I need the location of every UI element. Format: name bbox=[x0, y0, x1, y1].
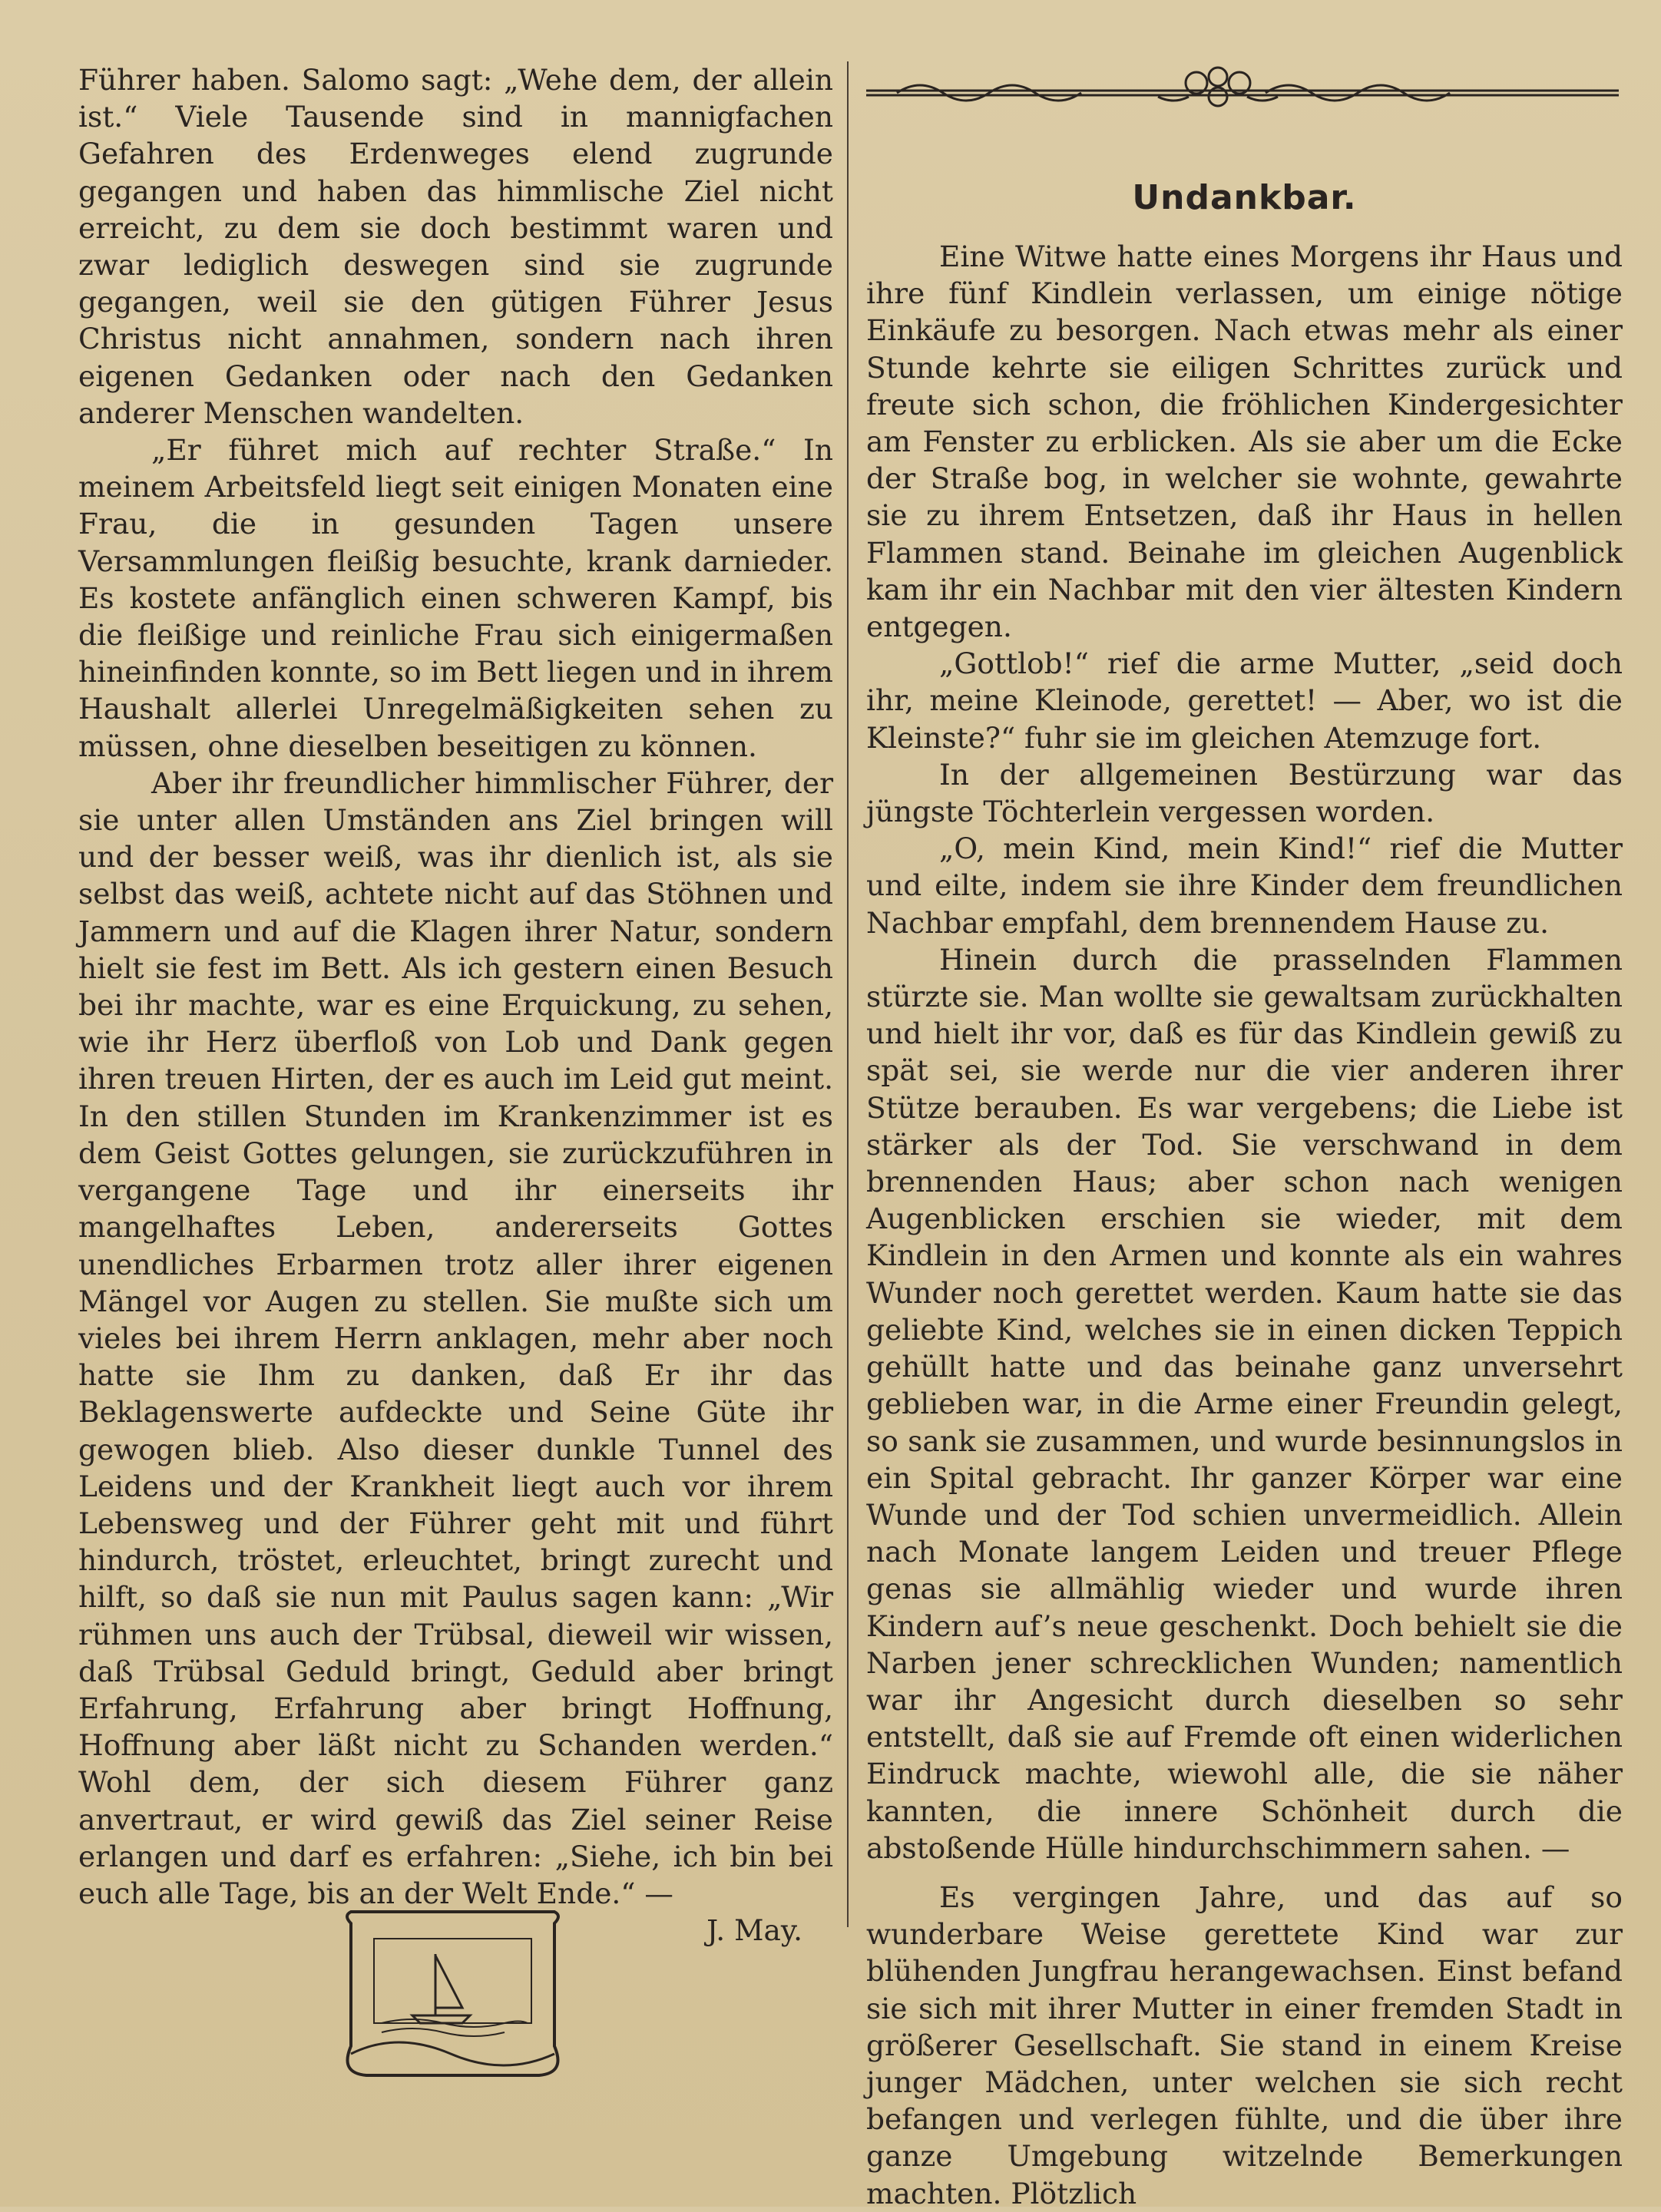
right-paragraph-5: Hinein durch die prasselnden Flammen stürzte sie. Man wollte sie gewaltsam zurückhalten und hielt ihr vor, daß es für das Kindlein gewiß zu spät sei, sie werde nur die vier anderen ihrer Stütze berauben. Es war vergebens; die Liebe ist stärker als der Tod. Sie verschwand in dem brennenden Haus; aber schon nach wenigen Augenblicken erschien sie wieder, mit dem Kindlein in den Armen und konnte als ein wahres Wunder noch gerettet werden. Kaum hatte sie das geliebte Kind, welches sie in einen dicken Teppich gehüllt hatte und das beinahe ganz unversehrt geblieben war, in die Arme einer Freundin gelegt, so sank sie zusammen, und wurde besinnungslos in ein Spital gebracht. Ihr ganzer Körper war eine Wunde und der Tod schien unvermeidlich. Allein nach Monate langem Leiden und treuer Pflege genas sie allmählig wieder und wurde ihren Kindern auf’s neue geschenkt. Doch behielt sie die Narben jener schrecklichen Wunden; namentlich war ihr Angesicht durch dieselben so sehr entstellt, daß sie auf Fremde oft einen widerlichen Eindruck machte, wiewohl alle, die sie näher kannten, die innere Schönheit durch die abstoßende Hülle hindurchschimmern sahen. — bbox=[866, 942, 1623, 1865]
left-paragraph-3-text: Aber ihr freundlicher himmlischer Führer, der sie unter allen Umständen ans Ziel bringen will und der besser weiß, was ihr dienlich ist, als sie selbst das weiß, achtete nicht auf das Stöhnen und Jammern und auf die Klagen ihrer Natur, sondern hielt sie fest im Bett. Als ich gestern einen Besuch bei ihr machte, war es eine Erquickung, zu sehen, wie ihr Herz überfloß von Lob und Dank gegen ihren treuen Hirten, der es auch im Leid gut meint. In den stillen Stunden im Krankenzimmer ist es dem Geist Gottes gelungen, sie zurückzuführen in vergangene Tage und ihr einerseits ihr mangelhaftes Leben, andererseits Gottes unendliches Erbarmen trotz aller ihrer eigenen Mängel vor Augen zu stellen. Sie mußte sich um vieles bei ihrem Herrn anklagen, mehr aber noch hatte sie Ihm zu danken, daß Er ihr das Beklagenswerte aufdeckte und Seine Güte ihr gewogen blieb. Also dieser dunkle Tunnel des Leidens und der Krankheit liegt auch vor ihrem Lebensweg und der Führer geht mit und führt hindurch, tröstet, erleuchtet, bringt zurecht und hilft, so daß sie nun mit Paulus sagen kann: „Wir rühmen uns auch der Trübsal, dieweil wir wissen, daß Trübsal Geduld bringt, Geduld aber bringt Erfahrung, Erfahrung aber bringt Hoffnung, Hoffnung aber läßt nicht zu Schanden werden.“ Wohl dem, der sich diesem Führer ganz anvertraut, er wird gewiß das Ziel seiner Reise erlangen und darf es erfahren: „Siehe, ich bin bei euch alle Tage, bis an der Welt Ende.“ — bbox=[78, 765, 833, 1910]
left-paragraph-3 bbox=[78, 765, 833, 1948]
article-title: Undankbar. bbox=[1132, 178, 1357, 217]
right-paragraph-1: Eine Witwe hatte eines Morgens ihr Haus und ihre fünf Kindlein verlassen, um einige nötige Einkäufe zu besorgen. Nach etwas mehr als einer Stunde kehrte sie eiligen Schrittes zurück und freute sich schon, die fröhlichen Kindergesichter am Fenster zu erblicken. Als sie aber um die Ecke der Straße bog, in welcher sie wohnte, gewahrte sie zu ihrem Entsetzen, daß ihr Haus in hellen Flammen stand. Beinahe im gleichen Augenblick kam ihr ein Nachbar mit den vier ältesten Kindern entgegen. bbox=[866, 240, 1623, 644]
left-column bbox=[78, 61, 833, 1949]
column-divider bbox=[847, 61, 849, 1927]
left-paragraph-1: Führer haben. Salomo sagt: „Wehe dem, der allein ist.“ Viele Tausende sind in mannigfachen Gefahren des Erdenweges elend zugrunde gegangen und haben das himmlische Ziel nicht erreicht, zu dem sie doch bestimmt waren und zwar lediglich deswegen sind sie zugrunde gegangen, weil sie den gütigen Führer Jesus Christus nicht annahmen, sondern nach ihren eigenen Gedanken oder nach den Gedanken anderer Menschen wandelten. bbox=[78, 63, 833, 430]
sailboat-vignette-icon bbox=[336, 1908, 570, 2081]
paragraph-gap bbox=[866, 1866, 1623, 1879]
left-paragraph-2: „Er führet mich auf rechter Straße.“ In meinem Arbeitsfeld liegt seit einigen Monaten eine Frau, die in gesunden Tagen unsere Versammlungen fleißig besuchte, krank darnieder. Es kostete anfänglich einen schweren Kampf, bis die fleißige und reinliche Frau sich einigermaßen hineinfinden konnte, so im Bett liegen und in ihrem Haushalt allerlei Unregelmäßigkeiten sehen zu müssen, ohne dieselben beseitigen zu können. bbox=[78, 433, 833, 763]
floral-divider-icon bbox=[866, 60, 1623, 129]
right-paragraph-4: „O, mein Kind, mein Kind!“ rief die Mutter und eilte, indem sie ihre Kinder dem freundlichen Nachbar empfahl, dem brennendem Hause zu. bbox=[866, 832, 1623, 940]
right-paragraph-6: Es vergingen Jahre, und das auf so wunderbare Weise gerettete Kind war zur blühenden Jungfrau herangewachsen. Einst befand sie sich mit ihrer Mutter in einer fremden Stadt in größerer Gesellschaft. Sie stand in einem Kreise junger Mädchen, unter welchen sie sich recht befangen und verlegen fühlte, und die über ihre ganze Umgebung witzelnde Bemerkungen machten. Plötzlich bbox=[866, 1880, 1623, 2210]
signature: J. May. bbox=[706, 1913, 802, 1948]
right-column bbox=[866, 238, 1623, 2212]
right-paragraph-3: In der allgemeinen Bestürzung war das jüngste Töchterlein vergessen worden. bbox=[866, 757, 1623, 829]
right-paragraph-2: „Gottlob!“ rief die arme Mutter, „seid doch ihr, meine Kleinode, gerettet! — Aber, wo ist die Kleinste?“ fuhr sie im gleichen Atemzuge fort. bbox=[866, 646, 1623, 755]
